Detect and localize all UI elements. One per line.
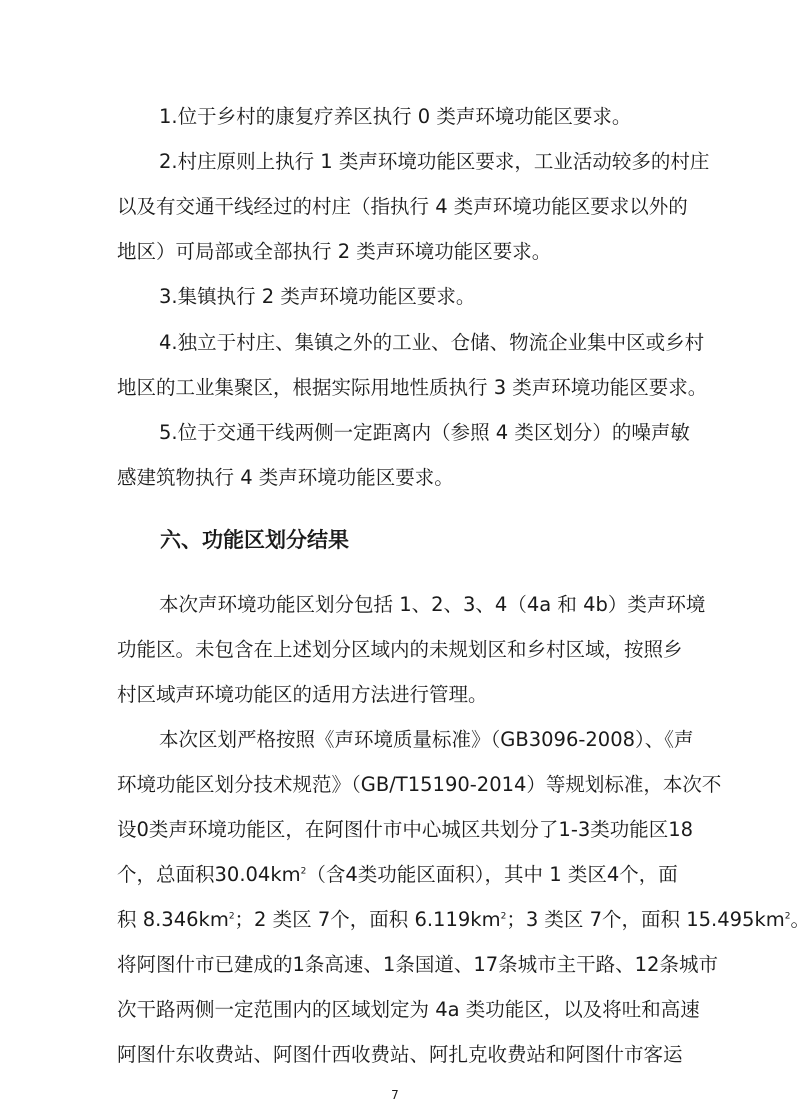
text-line: 4.独立于村庄、集镇之外的工业、仓储、物流企业集中区或乡村: [159, 331, 705, 354]
superscript: 2: [784, 911, 791, 922]
text-line: 5.位于交通干线两侧一定距离内（参照 4 类区划分）的噪声敏: [159, 421, 690, 444]
text-run: 积 8.346km: [117, 908, 229, 931]
text-line: 功能区。未包含在上述划分区域内的未规划区和乡村区域，按照乡: [117, 638, 683, 661]
text-run: ；2 类区 7个，面积 6.119km: [234, 908, 501, 931]
text-line: 地区）可局部或全部执行 2 类声环境功能区要求。: [117, 240, 552, 263]
superscript: 2: [228, 911, 235, 922]
text-run: 。: [790, 908, 810, 931]
text-line: 以及有交通干线经过的村庄（指执行 4 类声环境功能区要求以外的: [117, 195, 688, 218]
text-line: 本次声环境功能区划分包括 1、2、3、4（4a 和 4b）类声环境: [159, 593, 706, 616]
text-line: 感建筑物执行 4 类声环境功能区要求。: [117, 466, 454, 489]
section-heading: 六、功能区划分结果: [160, 528, 349, 552]
text-line: 将阿图什市已建成的1条高速、1条国道、17条城市主干路、12条城市: [117, 953, 718, 976]
text-line: 地区的工业集聚区，根据实际用地性质执行 3 类声环境功能区要求。: [117, 376, 708, 399]
text-line: 本次区划严格按照《声环境质量标准》（GB3096-2008）、《声: [159, 728, 694, 751]
text-line: 设0类声环境功能区，在阿图什市中心城区共划分了1-3类功能区18: [117, 818, 694, 841]
text-line: [117, 908, 810, 932]
text-run: 个，总面积30.04km: [117, 863, 301, 886]
text-line: 2.村庄原则上执行 1 类声环境功能区要求，工业活动较多的村庄: [159, 150, 710, 173]
text-line: 1.位于乡村的康复疗养区执行 0 类声环境功能区要求。: [159, 105, 632, 128]
superscript: 2: [300, 866, 307, 877]
text-line: [117, 863, 678, 887]
text-run: ；3 类区 7个，面积 15.495km: [506, 908, 785, 931]
text-line: 3.集镇执行 2 类声环境功能区要求。: [159, 285, 476, 308]
text-line: 村区域声环境功能区的适用方法进行管理。: [117, 683, 488, 706]
superscript: 2: [500, 911, 507, 922]
page-number: 7: [391, 1088, 399, 1102]
text-line: 环境功能区划分技术规范》（GB/T15190-2014）等规划标准，本次不: [117, 773, 722, 796]
text-run: （含4类功能区面积），其中 1 类区4个，面: [306, 863, 678, 886]
text-line: 次干路两侧一定范围内的区域划定为 4a 类功能区，以及将吐和高速: [117, 998, 700, 1021]
text-line: 阿图什东收费站、阿图什西收费站、阿扎克收费站和阿图什市客运: [117, 1043, 683, 1066]
